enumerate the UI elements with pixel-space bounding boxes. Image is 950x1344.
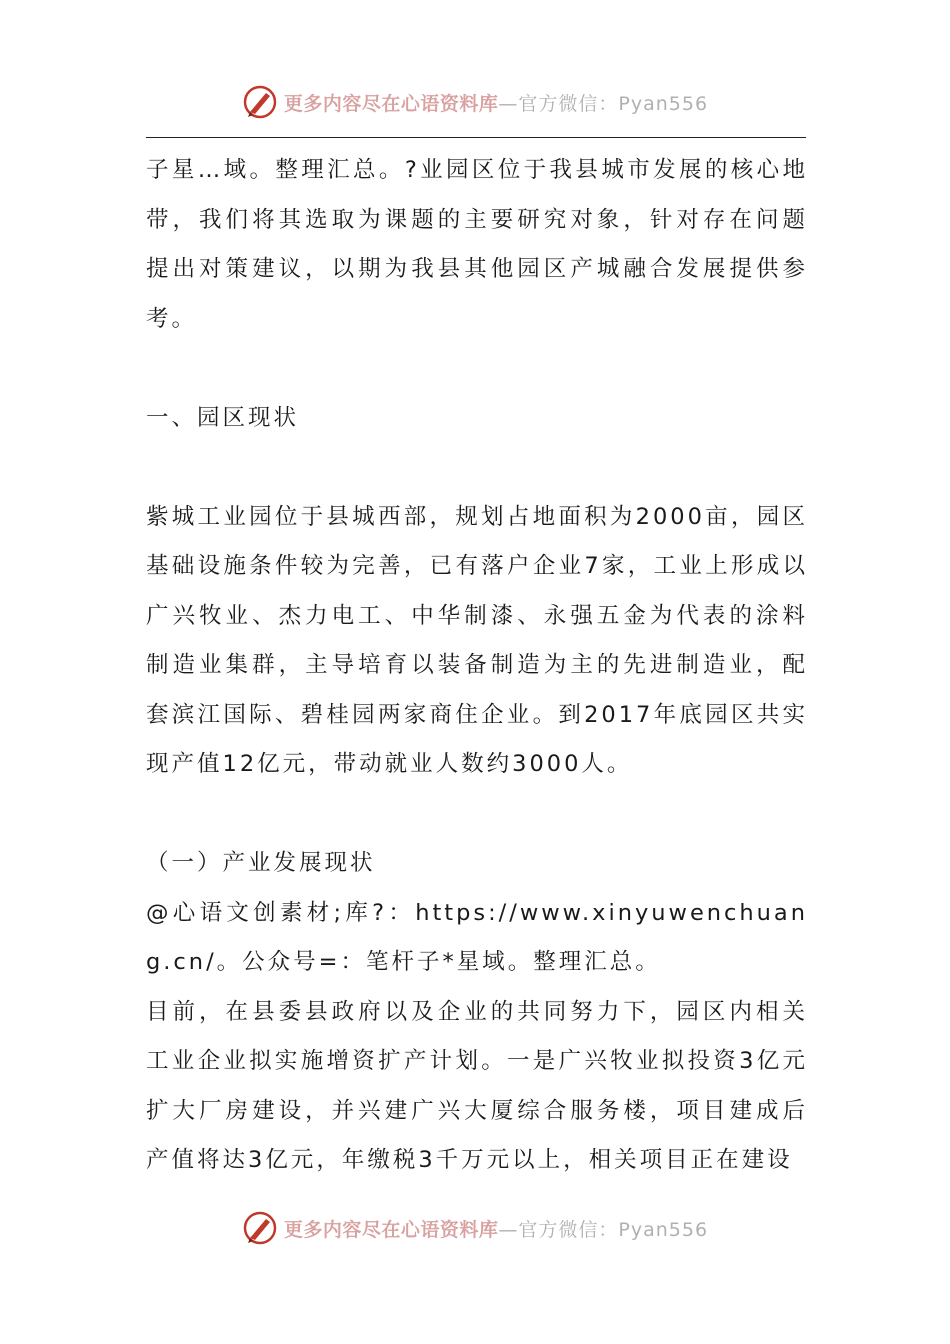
pen-logo-icon xyxy=(242,84,278,120)
paragraph-source-note: @心语文创素材;库?：https://www.xinyuwenchuang.cn/。公众号=：笔杆子*星域。整理汇总。 xyxy=(146,899,808,975)
banner-contact: —官方微信：Pyan556 xyxy=(498,1218,709,1241)
document-body xyxy=(146,146,808,1186)
section-heading-status: 一、园区现状 xyxy=(146,404,300,431)
header-divider xyxy=(146,137,806,138)
footer-banner xyxy=(0,1208,950,1248)
banner-slogan: 更多内容尽在心语资料库 xyxy=(283,1218,499,1241)
paragraph-expansion-plans: 目前，在县委县政府以及企业的共同努力下，园区内相关工业企业拟实施增资扩产计划。一是广兴牧业拟投资3亿元扩大厂房建设，并兴建广兴大厦综合服务楼，项目建成后产值将达3亿元，年缴税3千万元以上，相关项目正在建设 xyxy=(146,998,808,1173)
paragraph-intro: 子星…域。整理汇总。?业园区位于我县城市发展的核心地带，我们将其选取为课题的主要研究对象，针对存在问题提出对策建议，以期为我县其他园区产城融合发展提供参考。 xyxy=(146,157,808,332)
paragraph-park-overview: 紫城工业园位于县城西部，规划占地面积为2000亩，园区基础设施条件较为完善，已有落户企业7家，工业上形成以广兴牧业、杰力电工、中华制漆、永强五金为代表的涂料制造业集群，主导培育以装备制造为主的先进制造业，配套滨江国际、碧桂园两家商住企业。到2017年底园区共实现产值12亿元，带动就业人数约3000人。 xyxy=(146,503,808,777)
banner-slogan: 更多内容尽在心语资料库 xyxy=(283,92,499,115)
header-banner xyxy=(0,82,950,122)
banner-contact: —官方微信：Pyan556 xyxy=(498,92,709,115)
pen-logo-icon xyxy=(242,1210,278,1246)
subsection-heading-industry: （一）产业发展现状 xyxy=(146,850,376,876)
